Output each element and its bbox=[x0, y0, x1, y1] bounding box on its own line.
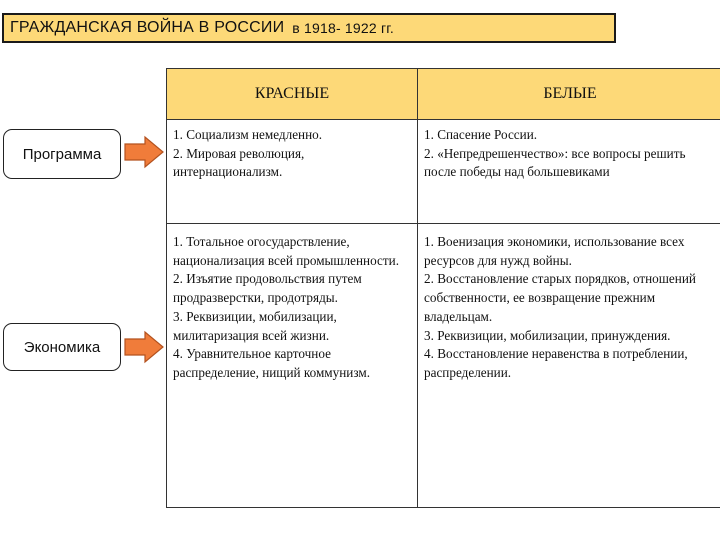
economy-red-item: 1. Тотальное огосударствление, национализация всей промышленности. bbox=[173, 234, 399, 268]
comparison-table bbox=[166, 68, 720, 508]
header-white: БЕЛЫЕ bbox=[418, 69, 720, 120]
economy-white-item: 1. Военизация экономики, использование всех ресурсов для нужд войны. bbox=[424, 234, 685, 268]
cell-program-white bbox=[418, 120, 720, 224]
economy-white-item: 3. Реквизиции, мобилизации, принуждения. bbox=[424, 327, 671, 343]
cell-economy-white bbox=[418, 224, 720, 508]
row-label-program-text: Программа bbox=[22, 145, 102, 163]
economy-red-item: 4. Уравнительное карточное распределение, нищий коммунизм. bbox=[173, 346, 371, 381]
program-white-item: 2. «Непредрешенчество»: все вопросы решить после победы над большевиками bbox=[424, 145, 686, 180]
table-header-row bbox=[167, 69, 720, 120]
program-red-item: 2. Мировая революция, интернационализм. bbox=[173, 145, 305, 180]
arrow-right-icon bbox=[123, 135, 165, 169]
table-row-program bbox=[167, 120, 720, 224]
row-label-program bbox=[3, 129, 121, 179]
page-title bbox=[2, 13, 616, 43]
header-red: КРАСНЫЕ bbox=[167, 69, 418, 120]
economy-white-item: 4. Восстановление неравенства в потреблении, распределении. bbox=[424, 346, 688, 381]
row-label-economy-text: Экономика bbox=[23, 338, 101, 356]
arrow-right-icon bbox=[123, 330, 165, 364]
economy-red-item: 2. Изъятие продовольствия путем продразверстки, продотряды. bbox=[173, 271, 362, 306]
row-label-economy bbox=[3, 323, 121, 371]
table-row-economy bbox=[167, 224, 720, 508]
economy-white-item: 2. Восстановление старых порядков, отношений собственности, ее возвращение прежним владельцам. bbox=[424, 271, 696, 324]
program-red-item: 1. Социализм немедленно. bbox=[173, 127, 323, 142]
cell-program-red bbox=[167, 120, 418, 224]
cell-economy-red bbox=[167, 224, 418, 508]
program-white-item: 1. Спасение России. bbox=[424, 127, 538, 142]
economy-red-item: 3. Реквизиции, мобилизации, милитаризация всей жизни. bbox=[173, 308, 337, 343]
title-dates: в 1918- 1922 гг. bbox=[292, 20, 394, 36]
title-main: ГРАЖДАНСКАЯ ВОЙНА В РОССИИ bbox=[10, 19, 285, 36]
